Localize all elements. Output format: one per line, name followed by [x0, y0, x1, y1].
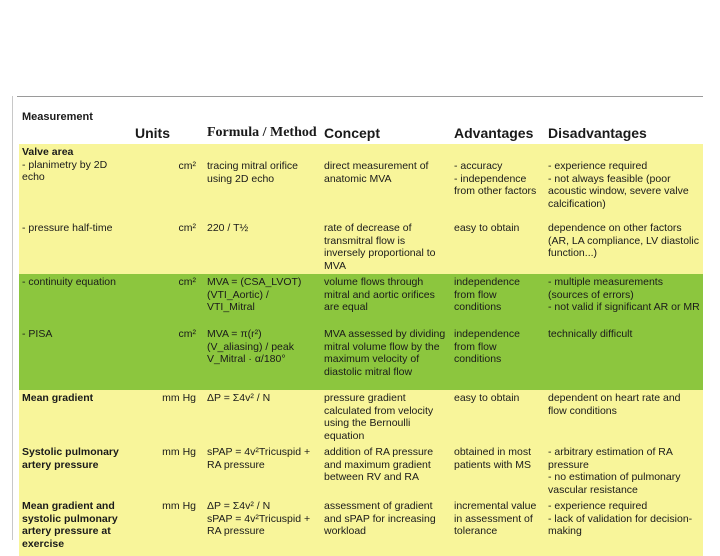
formula-cell: ΔP = Σ4v² / N — [204, 390, 321, 444]
advantages-cell: independence from flow conditions — [451, 274, 545, 326]
formula-cell: ΔP = Σ4v² / N sPAP = 4v²Tricuspid + RA pressure — [204, 498, 321, 556]
header-concept: Concept — [321, 109, 451, 144]
header-advantages: Advantages — [451, 109, 545, 144]
measurement-cell: - continuity equation — [19, 274, 132, 326]
header-disadvantages: Disadvantages — [545, 109, 703, 144]
measurement-cell: Mean gradient — [19, 390, 132, 444]
table-row — [19, 274, 703, 326]
units-cell: mm Hg — [132, 444, 204, 498]
table-row — [19, 144, 703, 212]
table-row — [19, 390, 703, 444]
units-cell: cm² — [132, 212, 204, 274]
slide-table-area — [17, 96, 703, 550]
table-row — [19, 444, 703, 498]
header-units: Units — [132, 109, 204, 144]
formula-cell: MVA = (CSA_LVOT) (VTI_Aortic) / VTI_Mitral — [204, 274, 321, 326]
header-formula: Formula / Method — [204, 109, 321, 144]
disadvantages-cell: dependent on heart rate and flow conditions — [545, 390, 703, 444]
mitral-stenosis-measurements-table — [19, 109, 703, 556]
measurement-cell: - PISA — [19, 326, 132, 390]
advantages-cell: obtained in most patients with MS — [451, 444, 545, 498]
table-row — [19, 212, 703, 274]
formula-text: 220 / T½ — [207, 222, 249, 234]
formula-cell: tracing mitral orifice using 2D echo — [204, 144, 321, 212]
measurement-cell: Mean gradient and systolic pulmonary artery pressure at exercise — [19, 498, 132, 556]
concept-cell: addition of RA pressure and maximum gradient between RV and RA — [321, 444, 451, 498]
concept-cell: assessment of gradient and sPAP for increasing workload — [321, 498, 451, 556]
units-cell: cm² — [132, 274, 204, 326]
table-row — [19, 498, 703, 556]
formula-cell: MVA = π(r²) (V_aliasing) / peak V_Mitral · α/180° — [204, 326, 321, 390]
measurement-cell — [19, 144, 132, 212]
concept-cell: volume flows through mitral and aortic orifices are equal — [321, 274, 451, 326]
disadvantages-cell: - arbitrary estimation of RA pressure - no estimation of pulmonary vascular resistance — [545, 444, 703, 498]
measurement-label: - planimetry by 2D echo — [22, 158, 108, 183]
units-cell: cm² — [132, 326, 204, 390]
header-measurement: Measurement — [19, 109, 132, 144]
disadvantages-cell: - experience required - lack of validation for decision-making — [545, 498, 703, 556]
left-rule — [12, 96, 13, 540]
formula-cell — [204, 212, 321, 274]
concept-cell: MVA assessed by dividing mitral volume flow by the maximum velocity of diastolic mitral flow — [321, 326, 451, 390]
section-label-valve-area: Valve area — [22, 146, 74, 158]
disadvantages-cell: dependence on other factors (AR, LA compliance, LV diastolic function...) — [545, 212, 703, 274]
advantages-cell: independence from flow conditions — [451, 326, 545, 390]
units-cell: mm Hg — [132, 498, 204, 556]
units-cell: cm² — [132, 144, 204, 212]
disadvantages-cell: - multiple measurements (sources of errors) - not valid if significant AR or MR — [545, 274, 703, 326]
disadvantages-cell: - experience required - not always feasible (poor acoustic window, severe valve calcification) — [545, 144, 703, 212]
advantages-cell: easy to obtain — [451, 212, 545, 274]
concept-cell: direct measurement of anatomic MVA — [321, 144, 451, 212]
header-row — [19, 109, 703, 144]
measurement-cell: Systolic pulmonary artery pressure — [19, 444, 132, 498]
disadvantages-cell: technically difficult — [545, 326, 703, 390]
concept-cell: pressure gradient calculated from velocity using the Bernoulli equation — [321, 390, 451, 444]
advantages-cell: - accuracy - independence from other factors — [451, 144, 545, 212]
advantages-cell: incremental value in assessment of tolerance — [451, 498, 545, 556]
units-cell: mm Hg — [132, 390, 204, 444]
concept-cell: rate of decrease of transmitral flow is inversely proportional to MVA — [321, 212, 451, 274]
formula-cell: sPAP = 4v²Tricuspid + RA pressure — [204, 444, 321, 498]
measurement-cell: - pressure half-time — [19, 212, 132, 274]
advantages-cell: easy to obtain — [451, 390, 545, 444]
table-row — [19, 326, 703, 390]
